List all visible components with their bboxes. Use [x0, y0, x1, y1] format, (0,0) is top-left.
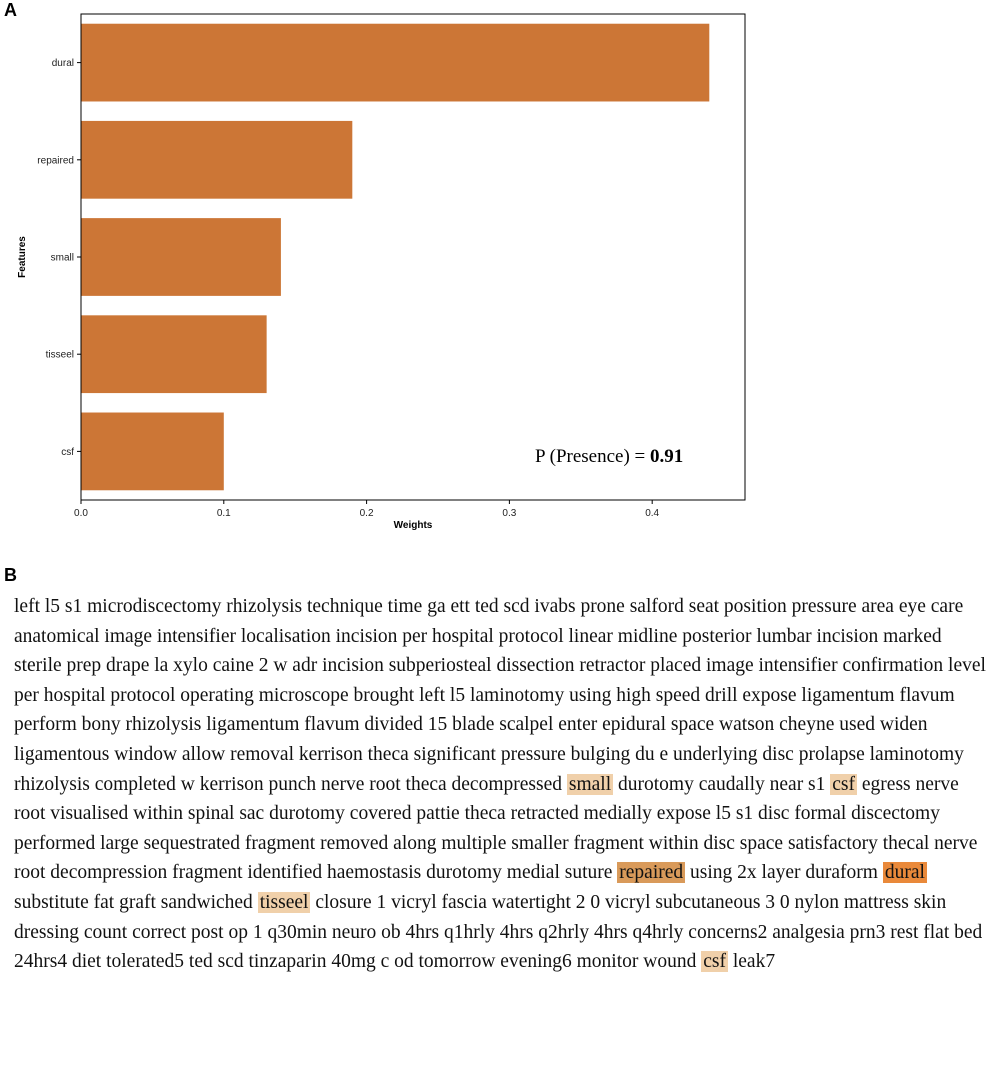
panel-a-label: A	[4, 0, 17, 20]
highlighted-word-csf: csf	[703, 951, 726, 973]
highlighted-word-dural: dural	[884, 862, 925, 884]
y-tick-label-dural: dural	[51, 58, 74, 70]
bar-tisseel	[81, 315, 267, 393]
highlighted-word-repaired: repaired	[619, 862, 684, 884]
panel-b-label: B	[4, 565, 17, 585]
y-tick-label-repaired: repaired	[37, 155, 74, 167]
y-tick-label-csf: csf	[61, 446, 74, 458]
x-tick-label: 0.2	[359, 508, 374, 519]
x-tick-label: 0.3	[502, 508, 517, 519]
highlighted-word-tisseel: tisseel	[259, 891, 309, 913]
text-segment: substitute fat graft sandwiched	[14, 891, 258, 913]
x-axis-title: Weights	[393, 520, 433, 531]
text-segment: closure 1 vicryl fascia watertight 2 0 vicryl subcutaneous 3 0 nylon mattress skin dressing count correct post op 1 q30min neuro ob 4hrs q1hrly 4hrs q2hrly 4hrs q4hrly concerns2 analgesia prn3 rest flat bed 24hrs4 diet tolerated5 ted scd tinzaparin 40mg c od tomorrow evening6 monitor wound	[14, 891, 983, 973]
text-segment: durotomy caudally near s1	[613, 773, 831, 795]
bar-dural	[81, 24, 709, 102]
text-segment: left l5 s1 microdiscectomy rhizolysis technique time ga ett ted scd ivabs prone salford seat position pressure area eye care anatomical image intensifier localisation incision per hospital protocol linear midline posterior lumbar incision marked sterile prep drape la xylo caine 2 w adr incision subperiosteal dissection retractor placed image intensifier confirmation level per hospital protocol operating microscope brought left l5 laminotomy using high speed drill expose ligamentum flavum perform bony rhizolysis ligamentum flavum divided 15 blade scalpel enter epidural space watson cheyne used widen ligamentous window allow removal kerrison theca significant pressure bulging du e underlying disc prolapse laminotomy rhizolysis completed w kerrison punch nerve root theca decompressed	[14, 596, 986, 795]
text-segment: leak7	[727, 951, 776, 973]
y-tick-label-small: small	[50, 252, 74, 264]
text-segment: egress nerve root visualised within spinal sac durotomy covered pattie theca retracted medially expose l5 s1 disc formal discectomy performed large sequestrated fragment removed along multiple smaller fragment within disc space satisfactory thecal nerve root decompression fragment identified haemostasis durotomy medial suture	[14, 773, 978, 884]
x-ticks	[74, 500, 660, 519]
presence-annotation-prefix: P (Presence) =	[535, 446, 651, 467]
y-axis-title: Features	[17, 236, 28, 278]
highlighted-word-csf: csf	[832, 773, 856, 795]
text-segment: using 2x layer duraform	[685, 862, 883, 884]
bars-layer	[81, 24, 709, 491]
y-ticks	[37, 58, 81, 458]
bar-repaired	[81, 121, 352, 199]
x-tick-label: 0.1	[216, 508, 231, 519]
highlighted-word-small: small	[568, 773, 612, 795]
x-tick-label: 0.0	[74, 508, 88, 519]
operative-note-text	[14, 592, 990, 977]
presence-annotation	[535, 446, 683, 467]
presence-annotation-value: 0.91	[650, 446, 684, 467]
y-tick-label-tisseel: tisseel	[45, 349, 74, 361]
bar-small	[81, 218, 281, 296]
bar-csf	[81, 413, 224, 491]
x-tick-label: 0.4	[645, 508, 660, 519]
